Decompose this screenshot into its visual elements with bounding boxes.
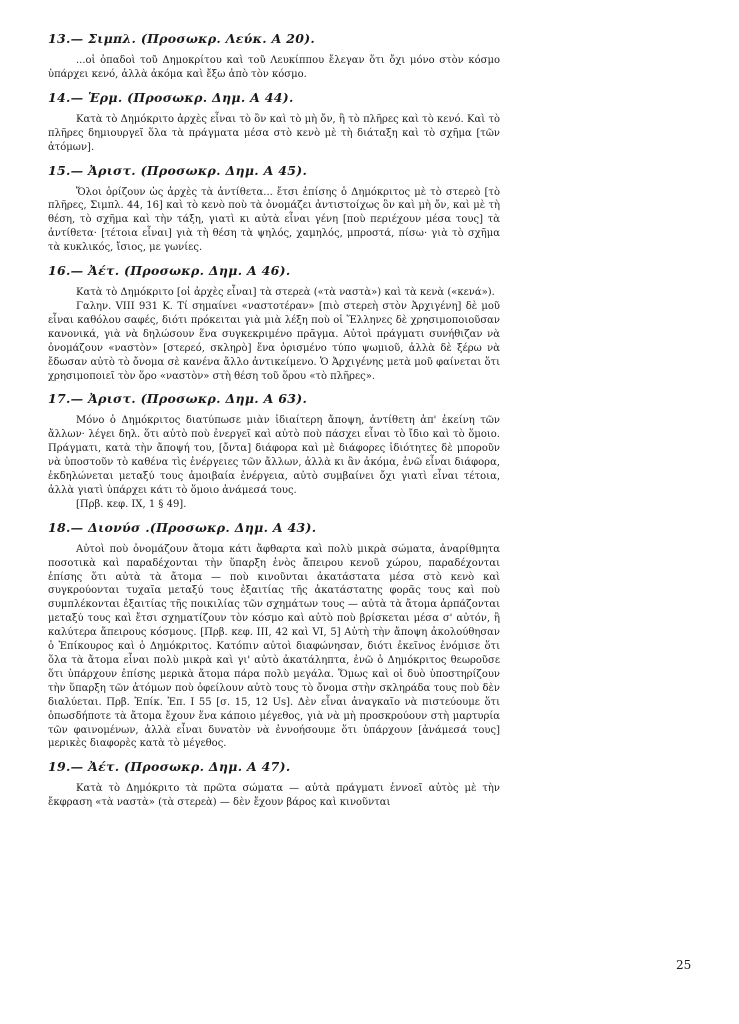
fragment-paragraph: Γαλην. VIII 931 Κ. Τί σημαίνει «ναστοτέραν» [πιὸ στερεὴ στὸν Ἀρχιγένη] δὲ μοῦ εἶναι καθόλου σαφές, διότι πρόκειται γιὰ μιὰ λέξη ποὺ οἱ Ἕλληνες δὲ χρησιμοποιοῦσαν κανονικά, γιὰ νὰ δηλώσουν ἕνα συγκεκριμένο πρᾶγμα. Αὐτοὶ πράγματι συνήθιζαν νὰ ὀνομάζουν «ναστὸν» [στερεό, σκληρὸ] ἕνα ὁρισμένο τύπο ψωμιοῦ, ἀλλὰ δὲ ξέρω νὰ ἔδωσαν αὐτὸ τὸ ὄνομα σὲ κανένα ἄλλο ἀντικείμενο. Ὁ Ἀρχιγένης μετὰ μοῦ φαίνεται ὅτι χρησιμοποιεῖ τὸν ὅρο «ναστὸν» στὴ θέση τοῦ ὅρου «τὸ πλῆρες». (48, 300, 500, 382)
fragment-paragraph: [Πρβ. κεφ. ΙΧ, 1 § 49]. (76, 498, 187, 510)
section-gap (48, 383, 500, 390)
fragment-section (48, 758, 500, 810)
fragment-section (48, 30, 500, 82)
fragment-paragraph: Ὅλοι ὁρίζουν ὡς ἀρχὲς τὰ ἀντίθετα... ἔτσι ἐπίσης ὁ Δημόκριτος μὲ τὸ στερεὸ [τὸ πλῆρες, Σιμπλ. 44, 16] καὶ τὸ κενὸ ποὺ τὰ ὀνομάζει ἀντιστοίχως ὂν καὶ μὴ ὄν, καὶ μὲ τὴ θέση, τὸ σχῆμα καὶ τὴν τάξη, γιατὶ κι αὐτὰ εἶναι γένη [ποὺ περιέχουν μέσα τους] τὰ ἀντίθετα· [τέτοια εἶναι] γιὰ τὴ θέση τὰ ψηλός, χαμηλός, μπροστά, πίσω· γιὰ τὸ σχῆμα τὰ κυκλικός, ἴσιος, με γωνίες. (48, 186, 500, 254)
fragment-paragraph: Κατὰ τὸ Δημόκριτο [οἱ ἀρχὲς εἶναι] τὰ στερεὰ («τὰ ναστὰ») καὶ τὰ κενὰ («κενά»). (76, 287, 495, 299)
fragment-section (48, 89, 500, 155)
fragment-paragraph: Κατὰ τὸ Δημόκριτο ἀρχὲς εἶναι τὸ ὂν καὶ τὸ μὴ ὄν, ἢ τὸ πλῆρες καὶ τὸ κενό. Καὶ τὸ πλῆρες δημιουργεῖ ὅλα τὰ πράγματα μέσα στὸ κενὸ μὲ τὴ διάταξη καὶ τὸ σχῆμα [τῶν ἀτόμων]. (48, 113, 500, 153)
fragment-section (48, 519, 500, 752)
section-gap (48, 751, 500, 758)
fragment-heading: 17.— Ἀριστ. (Προσωκρ. Δημ. Α 63). (48, 391, 308, 407)
section-gap (48, 82, 500, 89)
fragment-section (48, 390, 500, 511)
fragment-paragraph: Κατὰ τὸ Δημόκριτο τὰ πρῶτα σώματα — αὐτὰ πράγματι ἐννοεῖ αὐτὸς μὲ τὴν ἔκφραση «τὰ ναστὰ» (τὰ στερεὰ) — δὲν ἔχουν βάρος καὶ κινοῦνται (48, 783, 500, 809)
fragment-heading: 13.— Σιμπλ. (Προσωκρ. Λεύκ. Α 20). (48, 31, 316, 46)
fragment-paragraph: Αὐτοὶ ποὺ ὀνομάζουν ἄτομα κάτι ἄφθαρτα καὶ πολὺ μικρὰ σώματα, ἀναρίθμητα ποσοτικὰ καὶ παραδέχονται τὴν ὕπαρξη ἑνὸς ἄπειρου κενοῦ χώρου, παραδέχονται ἐπίσης ὅτι αὐτὰ τὰ ἄτομα — ποὺ κινοῦνται ἀκατάστατα μέσα στὸ κενὸ καὶ συγκρούονται τυχαῖα μεταξύ τους ἐξαιτίας τῆς ἀκατάστατης φορᾶς τους καὶ ποὺ συμπλέκονται ἐξαιτίας τῆς ποικιλίας τῶν σχημάτων τους — αὐτὰ τὰ ἄτομα ἁρπάζονται μεταξύ τους καὶ ἔτσι σχηματίζουν τὸν κόσμο καὶ αὐτὸ ποὺ βρίσκεται μέσα σ' αὐτόν, ἢ καλύτερα ἄπειρους κόσμους. [Πρβ. κεφ. III, 42 καὶ VI, 5] Αὐτὴ τὴν ἄποψη ἀκολούθησαν ὁ Ἐπίκουρος καὶ ὁ Δημόκριτος. Κατόπιν αὐτοὶ διαφώνησαν, διότι ἐκεῖνος ἐνόμισε ὅτι ὅλα τὰ ἄτομα εἶναι πολὺ μικρὰ καὶ γι' αὐτὸ ἀκατάληπτα, ἐνῶ ὁ Δημόκριτος θεωροῦσε ὅτι ὑπάρχουν ἐπίσης μερικὰ ἄτομα πάρα πολὺ μεγάλα. Ὅμως καὶ οἱ δυὸ ὑποστηρίζουν τὴν ὕπαρξη τῶν ἀτόμων ποὺ ὀφείλουν αὐτὸ τους τὸ ὄνομα στὴν σκληράδα τους ποὺ δὲν διαλύεται. Πρβ. Ἐπίκ. Ἐπ. Ι 55 [σ. 15, 12 Us]. Δὲν εἶναι ἀναγκαῖο νὰ πιστεύουμε ὅτι ὁπωσδήποτε τὰ ἄτομα ἔχουν ἕνα κάποιο μέγεθος, γιὰ νὰ μὴ προσκρούουν στὴ μαρτυρία τῶν φαινομένων, ἀλλὰ εἶναι δυνατὸν νὰ ἐννοήσουμε ὅτι ὑπάρχουν [ἀνάμεσά τους] μερικὲς διαφορὲς κατὰ τὸ μέγεθος. (48, 543, 500, 750)
fragment-heading: 16.— Ἀέτ. (Προσωκρ. Δημ. Α 46). (48, 263, 291, 279)
fragment-heading: 14.— Ἑρμ. (Προσωκρ. Δημ. Α 44). (48, 89, 294, 105)
fragment-heading: 15.— Ἀριστ. (Προσωκρ. Δημ. Α 45). (48, 162, 308, 178)
section-gap (48, 255, 500, 262)
section-gap (48, 155, 500, 162)
fragment-section (48, 162, 500, 256)
fragment-section (48, 262, 500, 383)
fragment-heading: 18.— Διονύσ .(Προσωκρ. Δημ. Α 43). (48, 519, 317, 535)
fragment-heading: 19.— Ἀέτ. (Προσωκρ. Δημ. Α 47). (48, 759, 291, 775)
fragment-paragraph: Μόνο ὁ Δημόκριτος διατύπωσε μιὰν ἰδιαίτερη ἄποψη, ἀντίθετη ἀπ' ἐκείνη τῶν ἄλλων· λέγει δηλ. ὅτι αὐτὸ ποὺ ἐνεργεῖ καὶ αὐτὸ ποὺ πάσχει εἶναι τὸ ἴδιο καὶ τὸ ὅμοιο. Πράγματι, κατὰ τὴν ἄποψή του, [ὄντα] διάφορα καὶ μὲ διάφορες ἰδιότητες δὲ μποροῦν νὰ ὑποστοῦν τὸ καθένα τὶς ἐνέργειες τῶν ἄλλων, ἀλλὰ κι ἂν ἀκόμα, ἐνῶ εἶναι διάφορα, ἐκδηλώνεται μεταξύ τους ἀμοιβαία ἐνέργεια, αὐτὸ συμβαίνει ὄχι γιατὶ εἶναι τέτοια, ἀλλὰ γιατὶ ὑπάρχει κάτι τὸ ὅμοιο ἀνάμεσά τους. (48, 415, 500, 496)
page-content (48, 30, 500, 810)
fragment-paragraph: ...οἱ ὀπαδοὶ τοῦ Δημοκρίτου καὶ τοῦ Λευκίππου ἔλεγαν ὅτι ὄχι μόνο στὸν κόσμο ὑπάρχει κενό, ἀλλὰ ἀκόμα καὶ ἔξω ἀπὸ τὸν κόσμο. (48, 55, 500, 80)
section-gap (48, 512, 500, 519)
page-number: 25 (676, 958, 692, 972)
